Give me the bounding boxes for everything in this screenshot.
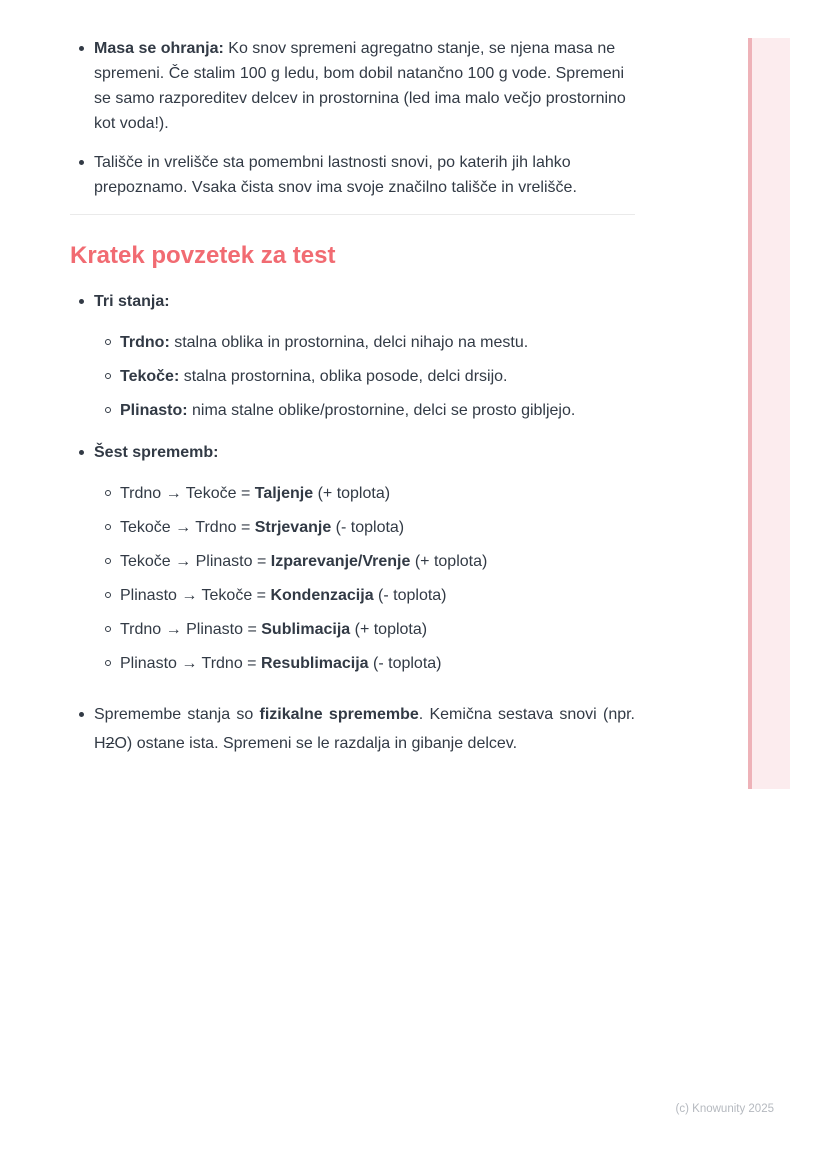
list-item-lead: Masa se ohranja: bbox=[94, 40, 224, 57]
change-name: Kondenzacija bbox=[270, 587, 374, 604]
change-item bbox=[70, 484, 635, 504]
state-description: nima stalne oblike/prostornine, delci se prosto gibljejo. bbox=[187, 402, 576, 419]
change-transition: Trdno → Tekoče = bbox=[120, 485, 255, 502]
list-item bbox=[70, 36, 635, 136]
change-transition: Plinasto → Tekoče = bbox=[120, 587, 271, 604]
change-transition: Plinasto → Trdno = bbox=[120, 655, 261, 672]
document-content bbox=[70, 36, 635, 772]
state-description: stalna prostornina, oblika posode, delci drsijo. bbox=[179, 368, 508, 385]
change-name: Resublimacija bbox=[260, 655, 369, 672]
change-item bbox=[70, 620, 635, 640]
change-heat: (+ toplota) bbox=[313, 485, 391, 502]
change-item bbox=[70, 552, 635, 572]
change-item bbox=[70, 518, 635, 538]
change-name: Izparevanje/Vrenje bbox=[270, 553, 411, 570]
list-item-changes-title bbox=[70, 443, 635, 463]
section-divider bbox=[70, 214, 635, 215]
change-name: Taljenje bbox=[254, 485, 314, 502]
change-item bbox=[70, 586, 635, 606]
list-item-text: Ko snov spremeni agregatno stanje, se njena masa ne spremeni. Če stalim 100 g ledu, bom dobil natančno 100 g vode. Spremeni se samo razporeditev delcev in prostornina (led ima malo večjo prostornino kot voda!). bbox=[94, 40, 626, 132]
state-description: stalna oblika in prostornina, delci nihajo na mestu. bbox=[169, 334, 529, 351]
section-heading: Kratek povzetek za test bbox=[70, 242, 336, 269]
change-heat: (- toplota) bbox=[373, 587, 447, 604]
closing-text: O) ostane ista. Spremeni se le razdalja in gibanje delcev. bbox=[114, 735, 518, 752]
list-item-text: Tališče in vrelišče sta pomembni lastnosti snovi, po katerih jih lahko prepoznamo. Vsaka čista snov ima svoje značilno tališče in vrelišče. bbox=[94, 154, 577, 196]
changes-title-label: Šest sprememb: bbox=[94, 444, 219, 461]
state-name: Tekoče: bbox=[120, 368, 180, 385]
states-title-label: Tri stanja: bbox=[94, 293, 170, 310]
state-name: Trdno: bbox=[120, 334, 170, 351]
list-item bbox=[70, 150, 635, 200]
change-item bbox=[70, 654, 635, 674]
change-transition: Trdno → Plinasto = bbox=[120, 621, 262, 638]
change-name: Strjevanje bbox=[254, 519, 332, 536]
closing-strikethrough-digit: 2 bbox=[105, 735, 115, 752]
list-item-closing bbox=[70, 700, 635, 758]
changes-sublist bbox=[70, 484, 635, 674]
closing-text: . Kemična sestava snovi (npr. H bbox=[94, 706, 635, 752]
change-heat: (+ toplota) bbox=[350, 621, 428, 638]
change-heat: (- toplota) bbox=[331, 519, 405, 536]
closing-text: Spremembe stanja so bbox=[94, 706, 260, 723]
page-margin-highlight-bar bbox=[748, 38, 790, 789]
change-heat: (- toplota) bbox=[368, 655, 442, 672]
change-transition: Tekoče → Trdno = bbox=[120, 519, 255, 536]
change-name: Sublimacija bbox=[261, 621, 351, 638]
footer-credit: (c) Knowunity 2025 bbox=[675, 1103, 774, 1115]
closing-emphasis: fizikalne spremembe bbox=[259, 706, 419, 723]
list-item-states-title bbox=[70, 292, 635, 312]
change-transition: Tekoče → Plinasto = bbox=[120, 553, 271, 570]
states-sublist bbox=[70, 333, 635, 421]
state-item bbox=[70, 333, 635, 353]
state-item bbox=[70, 367, 635, 387]
state-item bbox=[70, 401, 635, 421]
change-heat: (+ toplota) bbox=[410, 553, 488, 570]
state-name: Plinasto: bbox=[120, 402, 188, 419]
